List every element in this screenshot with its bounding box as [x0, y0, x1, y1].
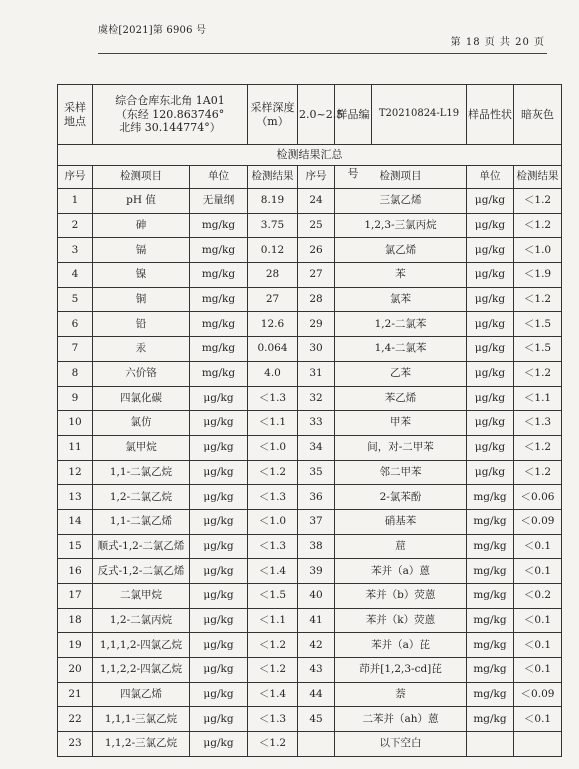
item-cell-left: 1,1-二氯乙烯 — [93, 509, 190, 534]
results-table — [57, 84, 562, 757]
seq-cell-right: 31 — [298, 361, 335, 386]
seq-cell-right: 45 — [298, 707, 335, 732]
seq-cell-left: 16 — [58, 559, 93, 584]
result-cell-right: ＜0.09 — [514, 682, 562, 707]
seq-cell-left: 22 — [58, 707, 93, 732]
location-label: 采样地点 — [58, 85, 93, 145]
unit-cell-right: mg/kg — [467, 485, 514, 510]
result-cell-left: ＜1.4 — [248, 559, 298, 584]
result-cell-right: ＜0.06 — [514, 485, 562, 510]
unit-cell-right: μg/kg — [467, 189, 514, 214]
item-cell-right: 1,4-二氯苯 — [335, 337, 467, 362]
item-cell-left: 1,1,1,2-四氯乙烷 — [93, 633, 190, 658]
item-cell-right: 苯 — [335, 263, 467, 288]
unit-cell-left: 无量纲 — [190, 189, 248, 214]
col-item-right: 检测项目 — [335, 166, 467, 189]
result-cell-left: ＜1.3 — [248, 386, 298, 411]
table-row — [58, 559, 562, 584]
result-cell-right: ＜1.3 — [514, 411, 562, 436]
item-cell-left: 镉 — [93, 238, 190, 263]
seq-cell-left: 20 — [58, 658, 93, 683]
table-row — [58, 312, 562, 337]
unit-cell-left: μg/kg — [190, 633, 248, 658]
item-cell-right: 萘 — [335, 682, 467, 707]
seq-cell-left: 6 — [58, 312, 93, 337]
unit-cell-left: μg/kg — [190, 559, 248, 584]
unit-cell-right: mg/kg — [467, 509, 514, 534]
unit-cell-right — [467, 732, 514, 757]
result-cell-right: ＜0.1 — [514, 608, 562, 633]
seq-cell-left: 23 — [58, 732, 93, 757]
seq-cell-right: 35 — [298, 460, 335, 485]
seq-cell-right: 39 — [298, 559, 335, 584]
unit-cell-right: μg/kg — [467, 460, 514, 485]
unit-cell-left: μg/kg — [190, 411, 248, 436]
table-row — [58, 707, 562, 732]
result-cell-left: ＜1.3 — [248, 534, 298, 559]
result-cell-left: 28 — [248, 263, 298, 288]
unit-cell-right: μg/kg — [467, 337, 514, 362]
item-cell-right: 䓛 — [335, 534, 467, 559]
table-row — [58, 534, 562, 559]
unit-cell-left: μg/kg — [190, 386, 248, 411]
item-cell-left: 1,2-二氯乙烷 — [93, 485, 190, 510]
table-row — [58, 509, 562, 534]
unit-cell-right: mg/kg — [467, 584, 514, 609]
seq-cell-right: 29 — [298, 312, 335, 337]
depth-value: 2.0~2.5 — [298, 85, 335, 145]
unit-cell-right: μg/kg — [467, 386, 514, 411]
seq-cell-right: 44 — [298, 682, 335, 707]
col-unit-right: 单位 — [467, 166, 514, 189]
summary-title: 检测结果汇总 — [58, 145, 562, 166]
result-cell-right: ＜0.1 — [514, 534, 562, 559]
item-cell-left: 顺式-1,2-二氯乙烯 — [93, 534, 190, 559]
seq-cell-right: 42 — [298, 633, 335, 658]
result-cell-right: ＜1.2 — [514, 460, 562, 485]
seq-cell-right: 37 — [298, 509, 335, 534]
seq-cell-left: 13 — [58, 485, 93, 510]
item-cell-left: 砷 — [93, 213, 190, 238]
table-row — [58, 485, 562, 510]
unit-cell-left: μg/kg — [190, 509, 248, 534]
result-cell-left: ＜1.2 — [248, 732, 298, 757]
item-cell-right: 苯并（a）芘 — [335, 633, 467, 658]
item-cell-right: 氯苯 — [335, 287, 467, 312]
result-cell-left: ＜1.0 — [248, 435, 298, 460]
item-cell-right: 二苯并（ah）蒽 — [335, 707, 467, 732]
unit-cell-right: mg/kg — [467, 534, 514, 559]
item-cell-left: 1,1-二氯乙烷 — [93, 460, 190, 485]
seq-cell-left: 5 — [58, 287, 93, 312]
col-seq-right: 序号 — [298, 166, 335, 189]
result-cell-right: ＜1.2 — [514, 189, 562, 214]
table-row — [58, 435, 562, 460]
result-cell-right: ＜0.1 — [514, 707, 562, 732]
result-cell-left: ＜1.1 — [248, 608, 298, 633]
table-row — [58, 189, 562, 214]
item-cell-right: 三氯乙烯 — [335, 189, 467, 214]
seq-cell-left: 17 — [58, 584, 93, 609]
unit-cell-left: mg/kg — [190, 238, 248, 263]
seq-cell-right: 24 — [298, 189, 335, 214]
unit-cell-right: mg/kg — [467, 682, 514, 707]
item-cell-right: 乙苯 — [335, 361, 467, 386]
seq-cell-right: 25 — [298, 213, 335, 238]
unit-cell-left: mg/kg — [190, 287, 248, 312]
col-item-left: 检测项目 — [93, 166, 190, 189]
depth-label: 采样深度（m） — [248, 85, 298, 145]
seq-cell-right: 28 — [298, 287, 335, 312]
result-cell-right: ＜1.5 — [514, 337, 562, 362]
unit-cell-left: mg/kg — [190, 337, 248, 362]
table-row — [58, 608, 562, 633]
seq-cell-left: 2 — [58, 213, 93, 238]
seq-cell-left: 18 — [58, 608, 93, 633]
location-value — [93, 85, 248, 145]
seq-cell-left: 12 — [58, 460, 93, 485]
col-result-left: 检测结果 — [248, 166, 298, 189]
seq-cell-right: 41 — [298, 608, 335, 633]
result-cell-left: ＜1.4 — [248, 682, 298, 707]
unit-cell-left: μg/kg — [190, 485, 248, 510]
sample-no-label: 样品编号 — [335, 85, 372, 144]
unit-cell-left: mg/kg — [190, 263, 248, 288]
seq-cell-left: 8 — [58, 361, 93, 386]
sample-info-row — [58, 85, 562, 145]
item-cell-left: 1,1,2-三氯乙烷 — [93, 732, 190, 757]
unit-cell-left: μg/kg — [190, 460, 248, 485]
seq-cell-left: 4 — [58, 263, 93, 288]
unit-cell-right: mg/kg — [467, 707, 514, 732]
unit-cell-right: μg/kg — [467, 213, 514, 238]
seq-cell-left: 3 — [58, 238, 93, 263]
item-cell-right: 苯并（b）荧蒽 — [335, 584, 467, 609]
result-cell-right: ＜0.1 — [514, 559, 562, 584]
unit-cell-left: μg/kg — [190, 682, 248, 707]
result-cell-right: ＜0.1 — [514, 633, 562, 658]
location-line-2: （东经 120.863746° — [115, 107, 225, 121]
result-cell-right — [514, 732, 562, 757]
result-cell-right: ＜1.1 — [514, 386, 562, 411]
seq-cell-right: 33 — [298, 411, 335, 436]
unit-cell-right: μg/kg — [467, 312, 514, 337]
result-cell-left: 12.6 — [248, 312, 298, 337]
result-cell-right: ＜0.2 — [514, 584, 562, 609]
seq-cell-right — [298, 732, 335, 757]
result-cell-left: ＜1.2 — [248, 460, 298, 485]
item-cell-left: 反式-1,2-二氯乙烯 — [93, 559, 190, 584]
col-result-right: 检测结果 — [514, 166, 562, 189]
item-cell-right: 苯乙烯 — [335, 386, 467, 411]
unit-cell-right: μg/kg — [467, 411, 514, 436]
seq-cell-right: 36 — [298, 485, 335, 510]
unit-cell-right: μg/kg — [467, 238, 514, 263]
seq-cell-right: 38 — [298, 534, 335, 559]
seq-cell-left: 19 — [58, 633, 93, 658]
result-cell-left: ＜1.3 — [248, 485, 298, 510]
item-cell-left: 铜 — [93, 287, 190, 312]
result-cell-right: ＜1.2 — [514, 287, 562, 312]
result-cell-left: ＜1.2 — [248, 633, 298, 658]
result-cell-right: ＜1.5 — [514, 312, 562, 337]
unit-cell-right: μg/kg — [467, 263, 514, 288]
column-header-row — [58, 166, 562, 189]
table-row — [58, 682, 562, 707]
result-cell-left: ＜1.3 — [248, 707, 298, 732]
item-cell-right: 甲苯 — [335, 411, 467, 436]
table-row — [58, 411, 562, 436]
trait-value: 暗灰色 — [514, 85, 562, 145]
result-cell-left: ＜1.1 — [248, 411, 298, 436]
item-cell-left: 六价铬 — [93, 361, 190, 386]
item-cell-left: 氯仿 — [93, 411, 190, 436]
seq-cell-left: 7 — [58, 337, 93, 362]
unit-cell-right: mg/kg — [467, 608, 514, 633]
table-row — [58, 584, 562, 609]
page-number: 第 18 页 共 20 页 — [450, 37, 545, 48]
result-cell-right: ＜0.09 — [514, 509, 562, 534]
seq-cell-left: 15 — [58, 534, 93, 559]
table-row — [58, 213, 562, 238]
unit-cell-right: μg/kg — [467, 287, 514, 312]
item-cell-left: pH 值 — [93, 189, 190, 214]
result-cell-right: ＜1.9 — [514, 263, 562, 288]
result-cell-left: 4.0 — [248, 361, 298, 386]
unit-cell-left: μg/kg — [190, 707, 248, 732]
result-cell-left: 3.75 — [248, 213, 298, 238]
table-row — [58, 386, 562, 411]
item-cell-right: 以下空白 — [335, 732, 467, 757]
item-cell-left: 四氯化碳 — [93, 386, 190, 411]
table-row — [58, 633, 562, 658]
seq-cell-right: 34 — [298, 435, 335, 460]
unit-cell-right: mg/kg — [467, 633, 514, 658]
unit-cell-left: μg/kg — [190, 534, 248, 559]
item-cell-left: 镍 — [93, 263, 190, 288]
seq-cell-left: 11 — [58, 435, 93, 460]
location-line-3: 北纬 30.144774°） — [119, 121, 221, 135]
unit-cell-left: μg/kg — [190, 658, 248, 683]
unit-cell-left: μg/kg — [190, 608, 248, 633]
header-rule — [98, 53, 547, 54]
item-cell-right: 2-氯苯酚 — [335, 485, 467, 510]
summary-title-row — [58, 145, 562, 166]
seq-cell-right: 32 — [298, 386, 335, 411]
result-cell-right: ＜1.0 — [514, 238, 562, 263]
item-cell-left: 汞 — [93, 337, 190, 362]
unit-cell-right: mg/kg — [467, 658, 514, 683]
col-unit-left: 单位 — [190, 166, 248, 189]
item-cell-right: 间，对-二甲苯 — [335, 435, 467, 460]
result-cell-right: ＜1.2 — [514, 435, 562, 460]
report-number: 虞检[2021]第 6906 号 — [98, 25, 207, 36]
table-row — [58, 658, 562, 683]
seq-cell-left: 10 — [58, 411, 93, 436]
item-cell-right: 氯乙烯 — [335, 238, 467, 263]
seq-cell-right: 27 — [298, 263, 335, 288]
col-seq-left: 序号 — [58, 166, 93, 189]
unit-cell-left: μg/kg — [190, 435, 248, 460]
table-row — [58, 287, 562, 312]
seq-cell-left: 1 — [58, 189, 93, 214]
result-cell-left: 0.064 — [248, 337, 298, 362]
item-cell-right: 邻二甲苯 — [335, 460, 467, 485]
item-cell-right: 1,2,3-三氯丙烷 — [335, 213, 467, 238]
seq-cell-left: 9 — [58, 386, 93, 411]
item-cell-right: 苯并（a）蒽 — [335, 559, 467, 584]
result-cell-left: 27 — [248, 287, 298, 312]
unit-cell-left: mg/kg — [190, 312, 248, 337]
result-cell-left: ＜1.0 — [248, 509, 298, 534]
unit-cell-left: μg/kg — [190, 584, 248, 609]
result-cell-left: 8.19 — [248, 189, 298, 214]
item-cell-right: 苯并（k）荧蒽 — [335, 608, 467, 633]
unit-cell-right: μg/kg — [467, 435, 514, 460]
item-cell-left: 铅 — [93, 312, 190, 337]
table-row — [58, 460, 562, 485]
result-cell-left: ＜1.2 — [248, 658, 298, 683]
item-cell-left: 1,1,1-三氯乙烷 — [93, 707, 190, 732]
table-row — [58, 732, 562, 757]
seq-cell-left: 21 — [58, 682, 93, 707]
item-cell-right: 硝基苯 — [335, 509, 467, 534]
result-cell-left: 0.12 — [248, 238, 298, 263]
unit-cell-left: μg/kg — [190, 732, 248, 757]
table-row — [58, 238, 562, 263]
unit-cell-left: mg/kg — [190, 361, 248, 386]
seq-cell-right: 30 — [298, 337, 335, 362]
table-row — [58, 361, 562, 386]
result-cell-right: ＜1.2 — [514, 213, 562, 238]
seq-cell-right: 40 — [298, 584, 335, 609]
item-cell-left: 二氯甲烷 — [93, 584, 190, 609]
table-row — [58, 263, 562, 288]
seq-cell-left: 14 — [58, 509, 93, 534]
seq-cell-right: 26 — [298, 238, 335, 263]
unit-cell-left: mg/kg — [190, 213, 248, 238]
seq-cell-right: 43 — [298, 658, 335, 683]
item-cell-left: 氯甲烷 — [93, 435, 190, 460]
item-cell-left: 四氯乙烯 — [93, 682, 190, 707]
item-cell-right: 1,2-二氯苯 — [335, 312, 467, 337]
item-cell-left: 1,1,2,2-四氯乙烷 — [93, 658, 190, 683]
trait-label: 样品性状 — [467, 85, 514, 145]
location-line-1: 综合仓库东北角 1A01 — [115, 93, 225, 107]
table-row — [58, 337, 562, 362]
result-cell-right: ＜1.2 — [514, 361, 562, 386]
sample-no-value: T20210824-L19 — [378, 108, 460, 120]
result-cell-left: ＜1.5 — [248, 584, 298, 609]
item-cell-right: 茚并[1,2,3-cd]芘 — [335, 658, 467, 683]
unit-cell-right: mg/kg — [467, 559, 514, 584]
unit-cell-right: μg/kg — [467, 361, 514, 386]
item-cell-left: 1,2-二氯丙烷 — [93, 608, 190, 633]
result-cell-right: ＜0.1 — [514, 658, 562, 683]
